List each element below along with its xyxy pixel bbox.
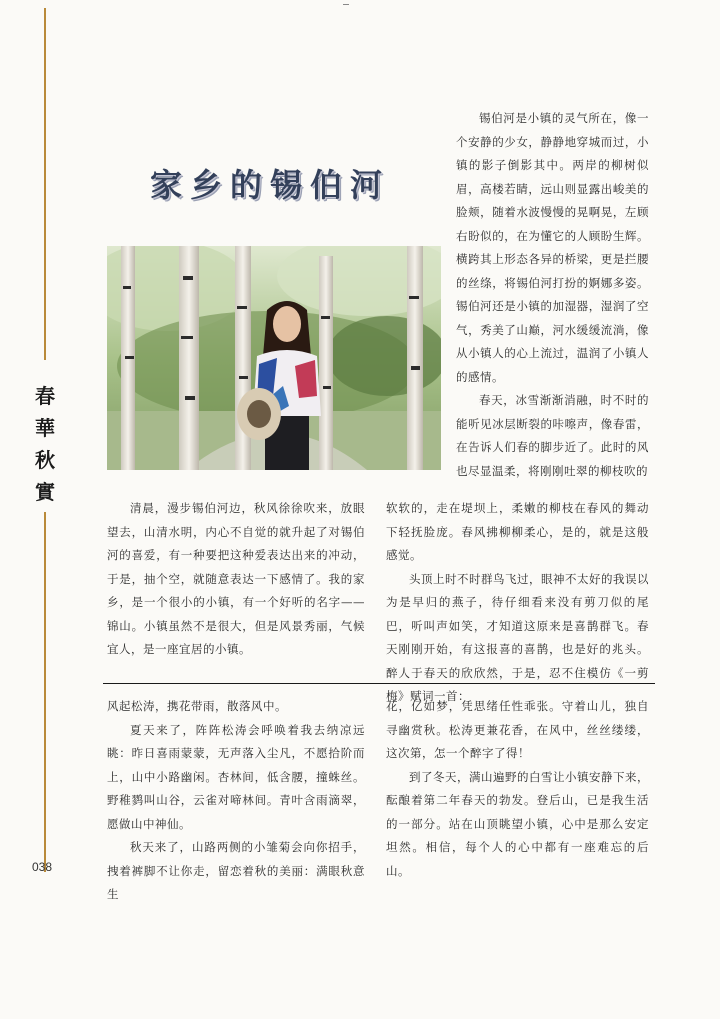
paragraph: 春天，冰雪渐渐消融，时不时的能听见冰层断裂的咔嚓声，像春雷，在告诉人们春的脚步近了。此时的风也尽显温柔，将刚刚吐翠的柳枝吹的 <box>456 393 649 478</box>
article-text-bottom-right <box>386 695 649 883</box>
page-number: 038 <box>32 860 53 874</box>
paragraph: 软软的，走在堤坝上，柔嫩的柳枝在春风的舞动下轻抚脸庞。春风拂柳柳柔心，是的，就是这般感觉。 <box>386 501 649 562</box>
photo-illustration <box>107 246 441 470</box>
paragraph: 清晨，漫步锡伯河边，秋风徐徐吹来，放眼望去，山清水明，内心不自觉的就升起了对锡伯河的喜爱，有一种要把这种爱表达出来的冲动，于是，抽个空，就随意表达一下感情了。我的家乡，是一个很小的小镇，有一个好听的名字——锦山。小镇虽然不是很大，但是风景秀丽，气候宜人，是一座宜居的小镇。 <box>107 501 365 656</box>
decorative-rule-top <box>44 8 46 360</box>
column-title-char: 華 <box>35 416 55 440</box>
column-title <box>30 380 60 508</box>
paragraph: 锡伯河是小镇的灵气所在，像一个安静的少女，静静地穿城而过，小镇的影子倒影其中。两岸的柳树似眉，高楼若睛，远山则显露出峻美的脸颊，随着水波慢慢的晃啊晃，左顾右盼似的，在为懂它的人顾盼生辉。横跨其上形态各异的桥梁，更是拦腰的丝绦，将锡伯河打扮的婀娜多姿。锡伯河还是小镇的加湿器，湿润了空气，秀美了山巅，河水缓缓流淌，像从小镇人的心上流过，温润了小镇人的感情。 <box>456 111 649 384</box>
column-title-char: 實 <box>35 480 55 504</box>
top-mark <box>343 4 349 5</box>
column-title-char: 春 <box>35 384 55 408</box>
column-title-char: 秋 <box>35 448 55 472</box>
article-title: 家乡的锡伯河 <box>150 166 391 204</box>
paragraph: 夏天来了，阵阵松涛会呼唤着我去纳凉远眺：昨日喜雨蒙蒙，无声落入尘凡，不愿拾阶而上，山中小路幽闲。杏林间，低含腰，撞蛛丝。野稚鹨叫山谷，云雀对啼林间。青叶含雨滴翠，愿做山中神仙。 <box>107 722 365 831</box>
paragraph: 到了冬天，满山遍野的白雪让小镇安静下来，酝酿着第二年春天的勃发。登后山，已是我生活的一部分。站在山顶眺望小镇，心中是那么安定坦然。相信，每个人的心中都有一座难忘的后山。 <box>386 769 649 878</box>
article-photo <box>107 246 441 470</box>
section-divider <box>103 683 655 684</box>
paragraph: 风起松涛，携花带雨，散落风中。 <box>107 699 287 713</box>
article-text-right-mid <box>386 497 649 709</box>
paragraph: 秋天来了，山路两侧的小雏菊会向你招手，拽着裤脚不让你走，留恋着秋的美丽：满眼秋意生 <box>107 840 365 901</box>
paragraph: 花，亿如梦，凭思绪任性乖张。守着山儿，独自寻幽赏秋。松涛更兼花香，在风中，丝丝缕缕，这次第，怎一个醉字了得！ <box>386 699 649 760</box>
paragraph: 头顶上时不时群鸟飞过，眼神不太好的我误以为是早归的燕子，待仔细看来没有剪刀似的尾巴，听叫声如笑，才知道这原来是喜鹊群飞。春天刚刚开始，有这报喜的喜鹊，也是好的兆头。醉人于春天的欣欣然，于是，忍不住模仿《一剪梅》赋词一首： <box>386 571 649 703</box>
article-text-left-mid <box>107 497 365 662</box>
article-text-bottom-left <box>107 695 365 907</box>
article-text-right-top <box>456 107 649 483</box>
decorative-rule-bottom <box>44 512 46 872</box>
